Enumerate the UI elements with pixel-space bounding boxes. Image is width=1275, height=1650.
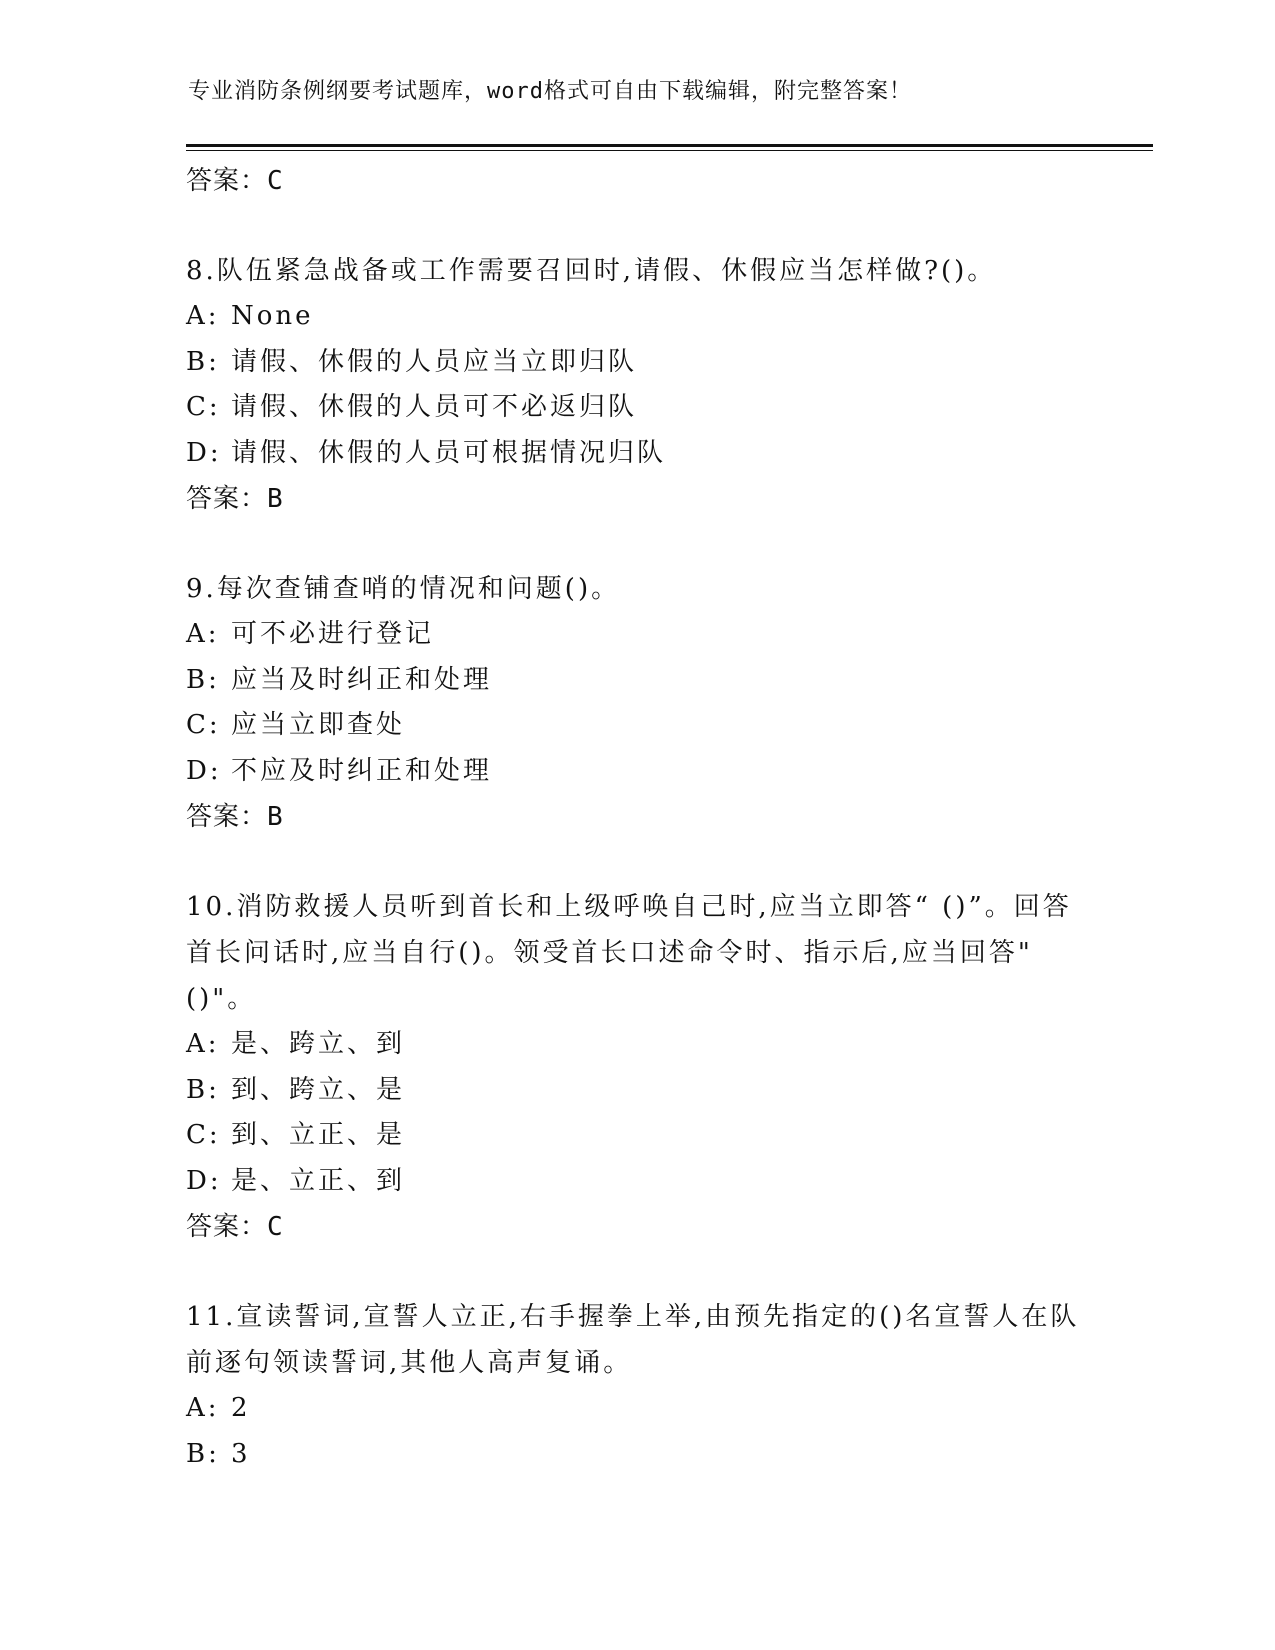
option-c [186,385,1086,431]
option-key: C: [186,710,221,740]
header-rule-thick [186,144,1153,147]
option-a [186,294,1086,340]
option-key: C: [186,392,221,422]
option-key: C: [186,1120,221,1150]
option-c [186,703,1086,749]
option-b [186,658,1086,704]
option-text: 可不必进行登记 [231,619,435,649]
document-body [186,158,1086,1477]
answer-line: 答案：B [186,802,284,832]
option-text: 应当立即查处 [231,710,406,740]
option-key: D: [186,437,222,468]
option-key: B: [186,1074,220,1105]
option-a [186,612,1086,658]
option-text: 3 [231,1438,251,1469]
option-b [186,1432,1086,1478]
option-key: A: [186,1029,220,1059]
option-d [186,749,1086,795]
answer-line: 答案：C [186,166,284,196]
option-a [186,1386,1086,1432]
option-key: A: [186,619,220,649]
answer-line: 答案：C [186,1212,284,1242]
option-key: D: [186,755,222,786]
option-text: 到、跨立、是 [231,1074,406,1105]
option-key: D: [186,1165,222,1196]
option-text: 请假、休假的人员应当立即归队 [231,346,638,377]
option-text: 请假、休假的人员可根据情况归队 [231,437,667,468]
option-b [186,1068,1086,1114]
option-key: A: [186,301,220,331]
option-d [186,1159,1086,1205]
option-text: 应当及时纠正和处理 [231,664,493,695]
option-key: A: [186,1393,220,1423]
option-text: None [231,301,314,331]
option-text: 是、跨立、到 [231,1029,406,1059]
option-c [186,1113,1086,1159]
option-text: 请假、休假的人员可不必返归队 [231,392,638,422]
option-text: 2 [231,1393,251,1423]
option-b [186,340,1086,386]
question-text: 9.每次查铺查哨的情况和问题()。 [186,574,621,604]
option-key: B: [186,346,220,377]
option-text: 到、立正、是 [231,1120,406,1150]
option-text: 是、立正、到 [231,1165,406,1196]
question-text: 11.宣读誓词,宣誓人立正,右手握拳上举,由预先指定的()名宣誓人在队前逐句领读誓词,其他人高声复诵。 [186,1302,1080,1378]
option-key: B: [186,664,220,695]
question-text: 8.队伍紧急战备或工作需要召回时,请假、休假应当怎样做?()。 [186,256,997,286]
question-text: 10.消防救援人员听到首长和上级呼唤自己时,应当立即答“ ()”。回答首长问话时,应当自行()。领受首长口述命令时、指示后,应当回答"()"。 [186,892,1072,1014]
answer-line: 答案：B [186,484,284,514]
option-text: 不应及时纠正和处理 [231,755,493,786]
page-header: 专业消防条例纲要考试题库，word格式可自由下载编辑，附完整答案！ [188,79,912,104]
option-a [186,1022,1086,1068]
option-d [186,431,1086,477]
option-key: B: [186,1438,220,1469]
header-rule-thin [186,150,1153,151]
